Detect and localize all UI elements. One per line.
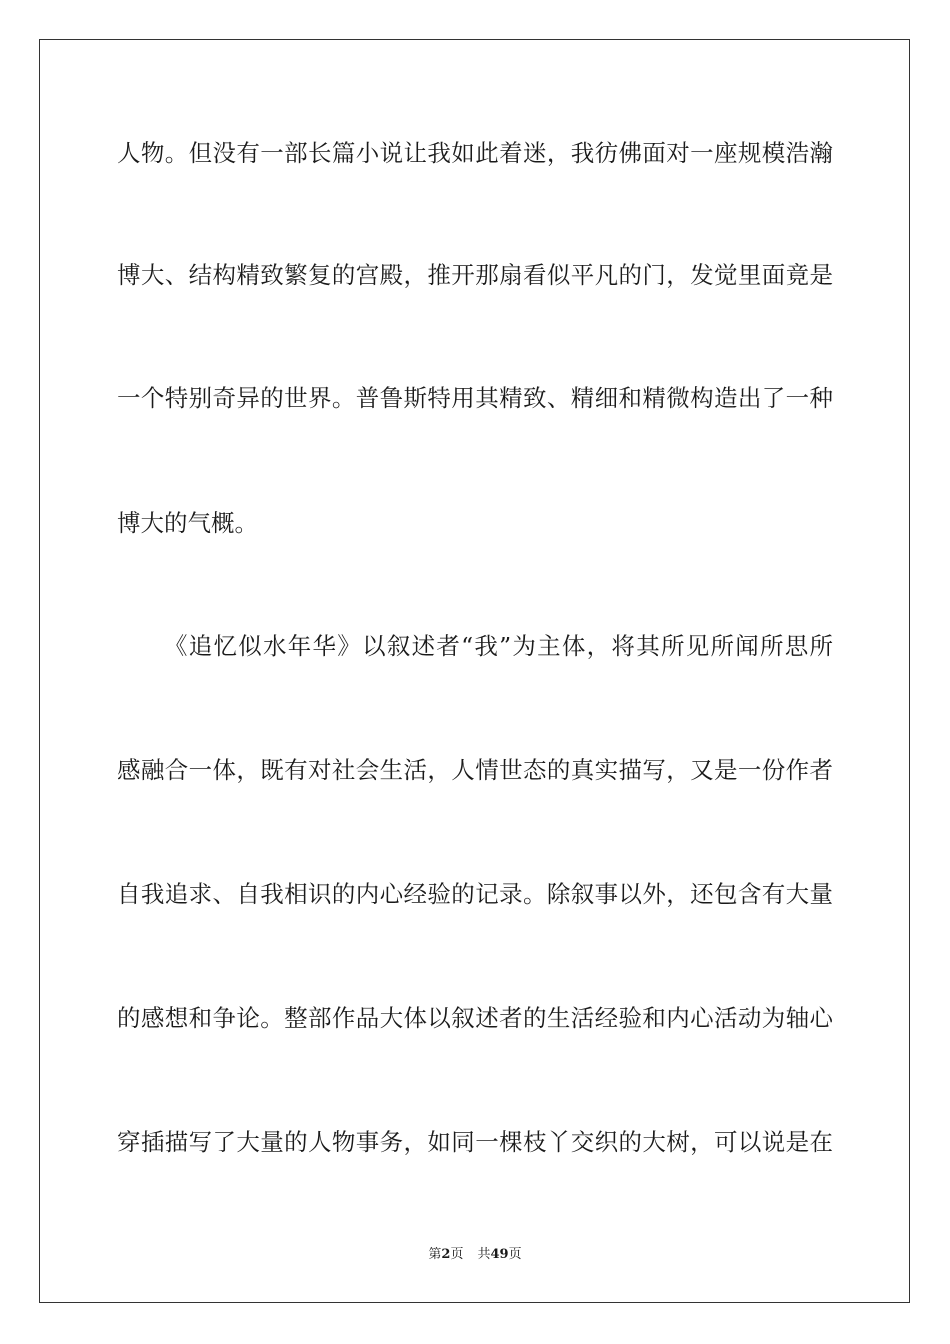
text-line-5: 《追忆似水年华》以叙述者“我”为主体，将其所见所闻所思所 [164,632,833,660]
text-line-4: 博大的气概。 [117,509,258,537]
footer-page-prefix: 第 [428,1247,442,1262]
page-footer [0,1246,950,1264]
text-line-8: 的感想和争论。整部作品大体以叙述者的生活经验和内心活动为轴心 [117,1004,833,1032]
text-line-1: 人物。但没有一部长篇小说让我如此着迷，我彷佛面对一座规模浩瀚 [117,139,833,167]
footer-page-number: 2 [441,1247,451,1262]
text-line-9: 穿插描写了大量的人物事务，如同一棵枝丫交织的大树，可以说是在 [117,1128,833,1156]
footer-total-suffix: 页 [508,1247,522,1262]
footer-total-pages: 49 [490,1247,509,1262]
footer-total-prefix: 共 [477,1247,491,1262]
text-line-3: 一个特别奇异的世界。普鲁斯特用其精致、精细和精微构造出了一种 [117,384,833,412]
footer-page-suffix: 页 [450,1247,464,1262]
text-line-6: 感融合一体，既有对社会生活，人情世态的真实描写，又是一份作者 [117,756,833,784]
text-line-2: 博大、结构精致繁复的宫殿，推开那扇看似平凡的门，发觉里面竟是 [117,261,833,289]
text-line-7: 自我追求、自我相识的内心经验的记录。除叙事以外，还包含有大量 [117,880,833,908]
page-border [39,39,910,1303]
